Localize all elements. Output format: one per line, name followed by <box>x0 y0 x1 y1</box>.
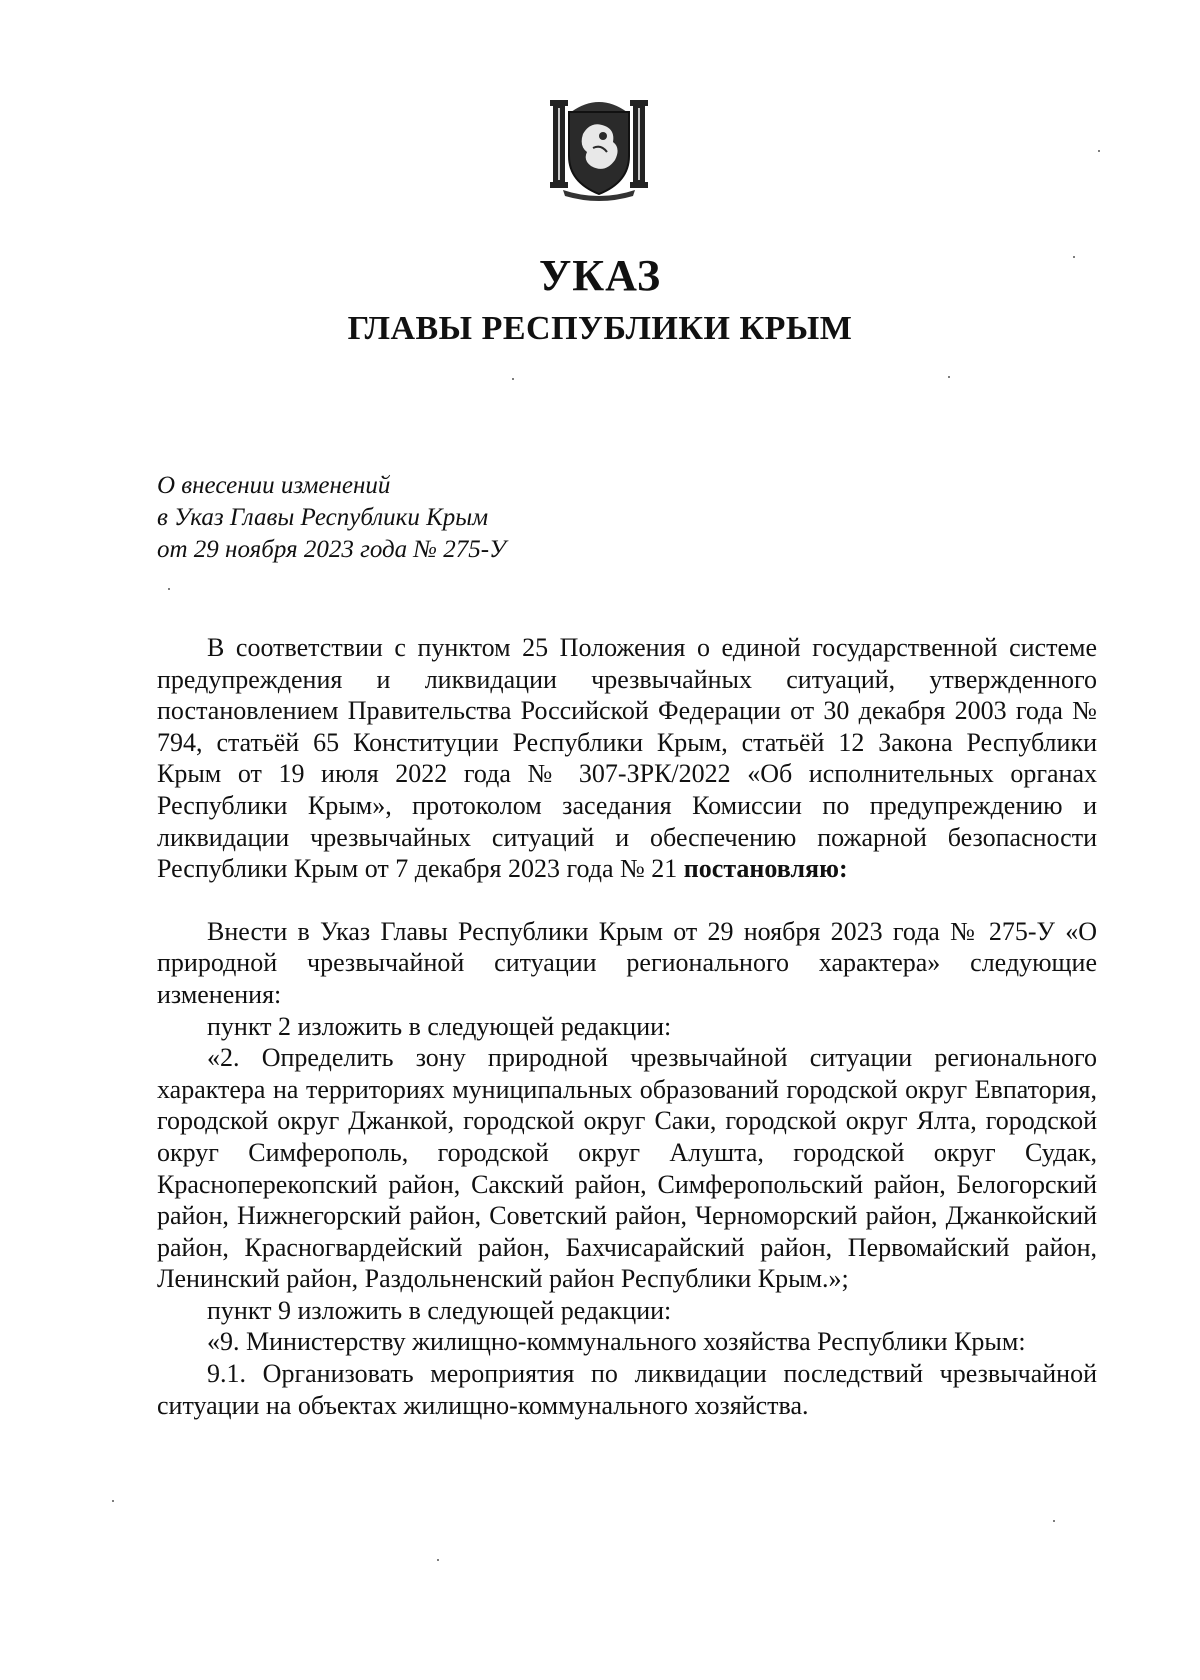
body-paragraph: «9. Министерству жилищно-коммунального хозяйства Республики Крым: <box>207 1327 1026 1357</box>
preamble-text: В соответствии с пунктом 25 Положения о единой государственной системе предупреждения и ликвидации чрезвычайных ситуаций, утвержденного постановлением Правительства Российской Федерации от 30 декабря 2003 года № 794, статьёй 65 Конституции Республики Крым, статьёй 12 Закона Республики Крым от 19 июля 2022 года № 307-ЗРК/2022 «Об исполнительных органах Республики Крым», протоколом заседания Комиссии по предупреждению и ликвидации чрезвычайных ситуаций и обеспечению пожарной безопасности Республики Крым от 7 декабря 2023 года № 21 <box>157 633 1097 884</box>
document-subject <box>157 470 506 566</box>
scan-speck <box>1053 1520 1055 1522</box>
scan-speck <box>512 378 514 380</box>
subject-line: в Указ Главы Республики Крым <box>157 504 489 531</box>
body-paragraph: пункт 9 изложить в следующей редакции: <box>207 1295 672 1325</box>
scan-speck <box>168 588 170 590</box>
scan-speck <box>948 376 950 378</box>
scan-speck <box>1073 256 1075 258</box>
document-subtitle: ГЛАВЫ РЕСПУБЛИКИ КРЫМ <box>347 310 853 347</box>
scan-speck <box>1098 150 1100 152</box>
scan-speck <box>112 1500 114 1502</box>
preamble-paragraph <box>157 632 1097 885</box>
body-paragraph: Внести в Указ Главы Республики Крым от 29 ноября 2023 года № 275-У «О природной чрезвычайной ситуации регионального характера» следующие изменения: <box>157 916 1097 1009</box>
document-title: УКАЗ <box>538 251 662 300</box>
body-paragraph: пункт 2 изложить в следующей редакции: <box>207 1011 672 1041</box>
body-paragraph: «2. Определить зону природной чрезвычайной ситуации регионального характера на территориях муниципальных образований городской округ Евпатория, городской округ Джанкой, городской округ Саки, городской округ Ялта, городской округ Симферополь, городской округ Алушта, городской округ Судак, Красноперекопский район, Сакский район, Симферопольский район, Белогорский район, Нижнегорский район, Советский район, Черноморский район, Джанкойский район, Красногвардейский район, Бахчисарайский район, Первомайский район, Ленинский район, Раздольненский район Республики Крым.»; <box>157 1043 1097 1294</box>
body-paragraph: 9.1. Организовать мероприятия по ликвидации последствий чрезвычайной ситуации на объектах жилищно-коммунального хозяйства. <box>157 1359 1097 1420</box>
subject-line: от 29 ноября 2023 года № 275-У <box>157 536 506 563</box>
document-body <box>157 632 1097 1421</box>
crimea-coat-of-arms-icon <box>543 90 655 202</box>
scan-speck <box>437 1559 439 1561</box>
resolve-word: постановляю: <box>683 854 848 884</box>
subject-line: О внесении изменений <box>157 472 391 499</box>
